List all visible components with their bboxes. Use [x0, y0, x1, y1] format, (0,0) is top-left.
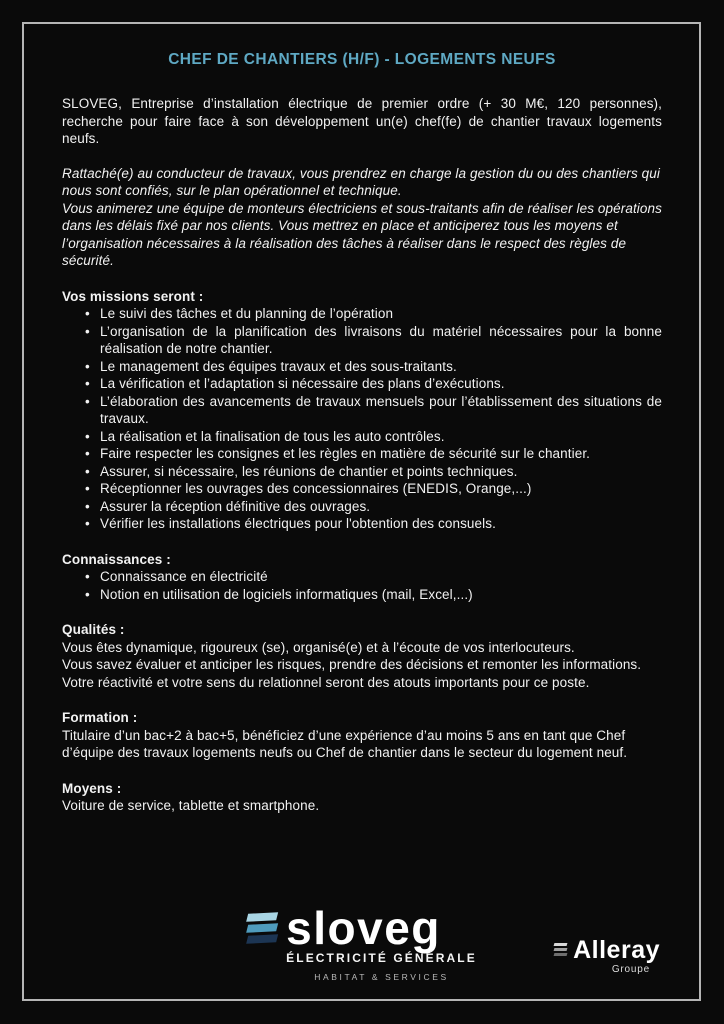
list-item: • Vérifier les installations électriques pour l'obtention des consuels.	[84, 515, 662, 533]
list-item: • Faire respecter les consignes et les règles en matière de sécurité sur le chantier.	[84, 445, 662, 463]
page-content	[22, 22, 702, 1002]
role-summary	[62, 165, 662, 270]
list-item: Votre réactivité et votre sens du relationnel seront des atouts importants pour ce poste.	[62, 674, 590, 690]
list-item: • Le suivi des tâches et du planning de l’opération	[84, 305, 662, 323]
page-title: CHEF DE CHANTIERS (H/F) - LOGEMENTS NEUFS	[168, 51, 556, 68]
list-item: • Assurer la réception définitive des ouvrages.	[84, 498, 662, 516]
missions-heading: Vos missions seront :	[62, 288, 204, 304]
section-formation	[62, 709, 662, 762]
list-item: • Le management des équipes travaux et des sous-traitants.	[84, 358, 662, 376]
list-item: Vous savez évaluer et anticiper les risques, prendre des décisions et remonter les informations.	[62, 657, 642, 672]
qualites-heading: Qualités :	[62, 622, 125, 637]
list-item: Vous animerez une équipe de monteurs électriciens et sous-traitants afin de réaliser les opérations dans les délais fixé par nos clients. Vous mettrez en place et anticiperez tous les moyens et l’organisation nécessaires à la réalisation des tâches à réaliser dans le respect des règles de sécurité.	[62, 200, 662, 268]
sloveg-wordmark-block	[286, 902, 477, 986]
list-item: • Connaissance en électricité	[84, 568, 662, 586]
qualites-lines	[62, 639, 662, 692]
alleray-subtitle: Groupe	[611, 963, 650, 975]
list-item: Vous êtes dynamique, rigoureux (se), organisé(e) et à l’écoute de vos interlocuteurs.	[62, 639, 575, 655]
sloveg-bar-top	[246, 912, 278, 922]
section-missions	[62, 288, 662, 533]
list-item: • La réalisation et la finalisation de tous les auto contrôles.	[84, 428, 662, 446]
moyens-heading: Moyens :	[62, 780, 122, 796]
alleray-row	[554, 937, 660, 963]
alleray-logo	[554, 937, 660, 979]
alleray-bar-top	[554, 943, 568, 946]
moyens-text: Voiture de service, tablette et smartphone.	[62, 798, 320, 813]
list-item: • Assurer, si nécessaire, les réunions de chantier et points techniques.	[84, 463, 662, 481]
alleray-bars-icon	[554, 943, 567, 956]
missions-list	[84, 305, 662, 533]
formation-heading: Formation :	[62, 710, 138, 725]
sloveg-subtitle: ÉLECTRICITÉ GÉNÉRALE	[286, 951, 477, 965]
alleray-wordmark: Alleray	[573, 935, 660, 964]
sloveg-bars-icon	[247, 913, 277, 943]
connaissances-heading: Connaissances :	[62, 551, 171, 567]
intro-paragraph: SLOVEG, Entreprise d’installation électrique de premier ordre (+ 30 M€, 120 personnes), recherche pour faire face à son développement un(e) chef(fe) de chantier travaux logements neufs.	[62, 96, 662, 146]
list-item: • La vérification et l’adaptation si nécessaire des plans d’exécutions.	[84, 375, 662, 393]
alleray-bar-bottom	[554, 953, 568, 956]
list-item: Rattaché(e) au conducteur de travaux, vous prendrez en charge la gestion du ou des chantiers qui nous sont confiés, sur le plan opérationnel et technique.	[62, 165, 660, 198]
list-item: • L’élaboration des avancements de travaux mensuels pour l’établissement des situations de travaux.	[84, 393, 662, 428]
footer	[62, 902, 662, 994]
sloveg-tagline: HABITAT & SERVICES	[314, 971, 449, 982]
list-item: • L’organisation de la planification des livraisons du matériel nécessaires pour la bonne réalisation de notre chantier.	[84, 323, 662, 358]
section-connaissances	[62, 551, 662, 604]
list-item: • Réceptionner les ouvrages des concessionnaires (ENEDIS, Orange,...)	[84, 480, 662, 498]
sloveg-bar-bottom	[246, 934, 278, 944]
section-qualites	[62, 621, 662, 691]
connaissances-list	[84, 568, 662, 603]
formation-text: Titulaire d’un bac+2 à bac+5, bénéficiez d’une expérience d’au moins 5 ans en tant que Chef d’équipe des travaux logements neufs ou Chef de chantier dans le secteur du logement neuf.	[62, 727, 628, 760]
sloveg-bar-middle	[246, 923, 278, 933]
sloveg-wordmark: sloveg	[286, 902, 441, 954]
sloveg-logo	[247, 902, 477, 986]
alleray-bar-middle	[554, 948, 568, 951]
section-moyens	[62, 780, 662, 815]
list-item: • Notion en utilisation de logiciels informatiques (mail, Excel,...)	[84, 586, 662, 604]
